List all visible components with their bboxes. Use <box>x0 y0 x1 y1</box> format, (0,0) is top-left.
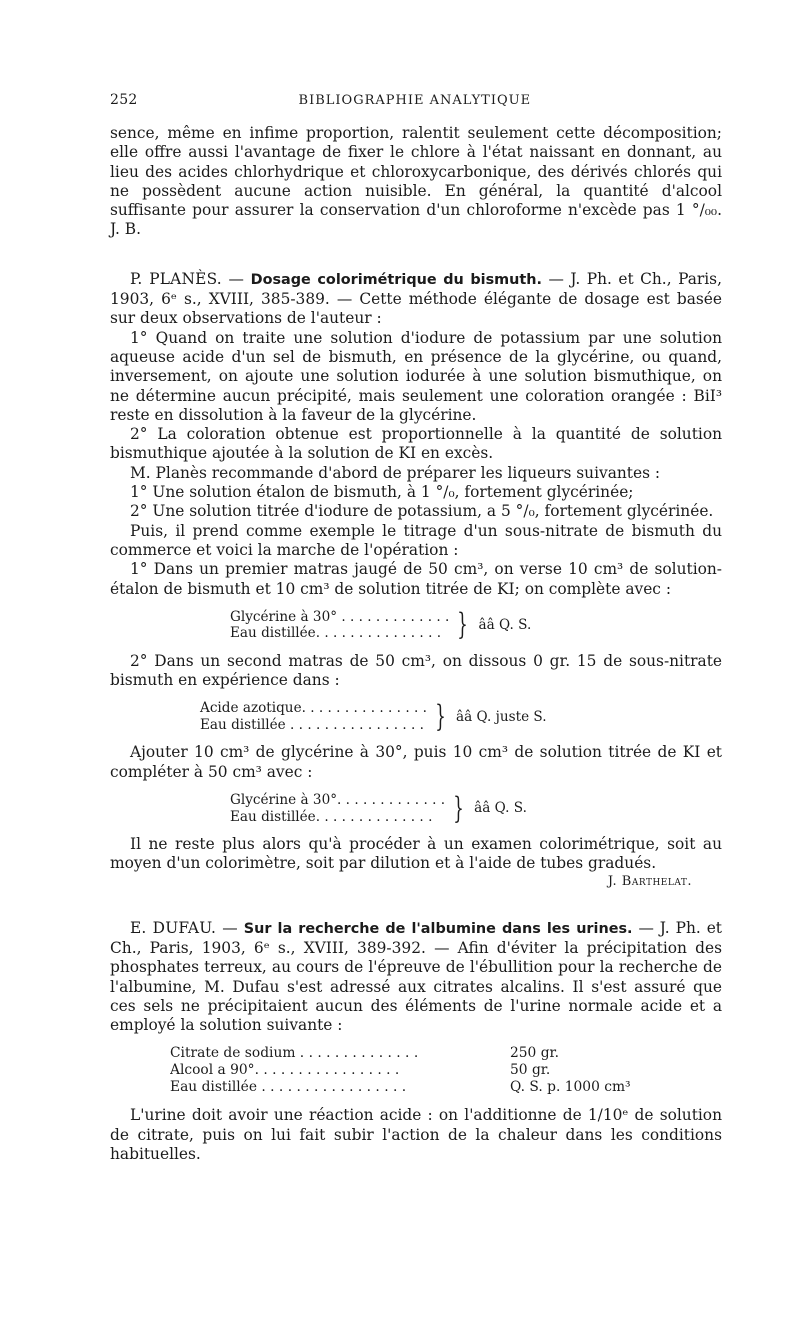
review-author: P. PLANÈS. — <box>130 269 245 288</box>
recipe-ingredient: Alcool a 90°. . . . . . . . . . . . . . . . . <box>170 1062 400 1079</box>
recipe-ingredient: Eau distillée . . . . . . . . . . . . . . . . . <box>170 1079 407 1096</box>
recipe-row <box>170 1045 722 1062</box>
review-author: E. DUFAU. — <box>130 918 238 937</box>
formula-result: ââ Q. juste S. <box>456 708 547 725</box>
formula-2 <box>200 700 722 733</box>
formula-line: Glycérine à 30° . . . . . . . . . . . . . <box>230 608 450 625</box>
formula-line: Glycérine à 30°. . . . . . . . . . . . . <box>230 792 446 809</box>
formula-result: ââ Q. S. <box>474 800 527 817</box>
recipe-row <box>170 1079 722 1096</box>
page-number: 252 <box>110 92 138 108</box>
recipe-ingredient: Citrate de sodium . . . . . . . . . . . . . . <box>170 1045 419 1062</box>
running-title: BIBLIOGRAPHIE ANALYTIQUE <box>298 93 532 108</box>
formula-line: Eau distillée . . . . . . . . . . . . . . . . <box>200 716 424 733</box>
signature: J. Barthelat. <box>607 873 692 889</box>
step-3: Ajouter 10 cm³ de glycérine à 30°, puis 10 cm³ de solution titrée de KI et compléter à 50 cm³ avec : <box>110 743 722 781</box>
running-header <box>110 92 722 108</box>
formula-line: Eau distillée. . . . . . . . . . . . . . <box>230 808 433 825</box>
review-planes-intro <box>110 270 722 329</box>
recipe-quantity: Q. S. p. 1000 cm³ <box>510 1079 631 1096</box>
formula-line: Acide azotique. . . . . . . . . . . . . . . <box>200 700 427 717</box>
review-citation: — J. Ph. et Ch., Paris, 1903, 6ᵉ s., XVIII, 385-389. — Cette méthode élégante de dosage est basée sur deux observations de l'auteur : <box>110 269 722 328</box>
step-1: 1° Dans un premier matras jaugé de 50 cm³, on verse 10 cm³ de solution-étalon de bismuth et 10 cm³ de solution titrée de KI; on complète avec : <box>110 560 722 598</box>
final-paragraph: L'urine doit avoir une réaction acide : on l'additionne de 1/10ᵉ de solution de citrate, puis on lui fait subir l'action de la chaleur dans les conditions habituelles. <box>110 1106 722 1163</box>
page <box>110 92 722 1164</box>
liquor-2: 2° Une solution titrée d'iodure de potassium, a 5 °/₀, fortement glycérinée. <box>130 502 714 521</box>
example-intro: Puis, il prend comme exemple le titrage d'un sous-nitrate de bismuth du commerce et voici la marche de l'opération : <box>110 521 722 559</box>
review-dufau-intro <box>110 919 722 1036</box>
recipe-row <box>170 1062 722 1079</box>
liquor-1: 1° Une solution étalon de bismuth, à 1 °/₀, fortement glycérinée; <box>130 483 634 502</box>
review-title: Dosage colorimétrique du bismuth. <box>250 271 543 288</box>
recipe-table <box>170 1045 722 1096</box>
recommendation-intro: M. Planès recommande d'abord de préparer les liqueurs suivantes : <box>130 463 661 482</box>
recipe-quantity: 250 gr. <box>510 1045 560 1062</box>
step-2: 2° Dans un second matras de 50 cm³, on dissous 0 gr. 15 de sous-nitrate bismuth en expérience dans : <box>110 651 722 690</box>
review-title: Sur la recherche de l'albumine dans les urines. <box>243 920 633 937</box>
continued-paragraph: sence, même en infime proportion, ralentit seulement cette décomposition; elle offre aussi l'avantage de fixer le chlore à l'état naissant en donnant, au lieu des acides chlorhydrique et chloroxycarbonique, des dérivés chlorés qui ne possèdent aucune action nuisible. En général, la quantité d'alcool suffisante pour assurer la conservation d'un chloroforme n'excède pas 1 °/₀₀. J. B. <box>110 124 722 239</box>
formula-line: Eau distillée. . . . . . . . . . . . . . . <box>230 625 442 642</box>
observation-2: 2° La coloration obtenue est proportionnelle à la quantité de solution bismuthique ajoutée à la solution de KI en excès. <box>110 425 722 463</box>
conclusion: Il ne reste plus alors qu'à procéder à un examen colorimétrique, soit au moyen d'un colorimètre, soit par dilution et à l'aide de tubes gradués. <box>110 835 722 873</box>
brace-icon: } <box>453 790 464 826</box>
observation-1: 1° Quand on traite une solution d'iodure de potassium par une solution aqueuse acide d'un sel de bismuth, en présence de la glycérine, ou quand, inversement, on ajoute une solution iodurée à une solution bismuthique, on ne détermine aucun précipité, mais seulement une coloration orangée : BiI³ reste en dissolution à la faveur de la glycérine. <box>110 328 722 424</box>
formula-result: ââ Q. S. <box>478 617 532 634</box>
review-body: — J. Ph. et Ch., Paris, 1903, 6ᵉ s., XVIII, 389-392. — Afin d'éviter la précipitation des phosphates terreux, au cours de l'épreuve de l'ébullition pour la recherche de l'albumine, M. Dufau s'est adressé aux citrates alcalins. Il s'est assuré que ces sels ne précipitaient aucun des éléments de l'urine normale acide et a employé la solution suivante : <box>110 918 722 1035</box>
formula-1 <box>230 609 722 642</box>
brace-icon: } <box>457 607 469 643</box>
recipe-quantity: 50 gr. <box>510 1062 551 1079</box>
brace-icon: } <box>435 698 446 734</box>
formula-3 <box>230 792 722 825</box>
